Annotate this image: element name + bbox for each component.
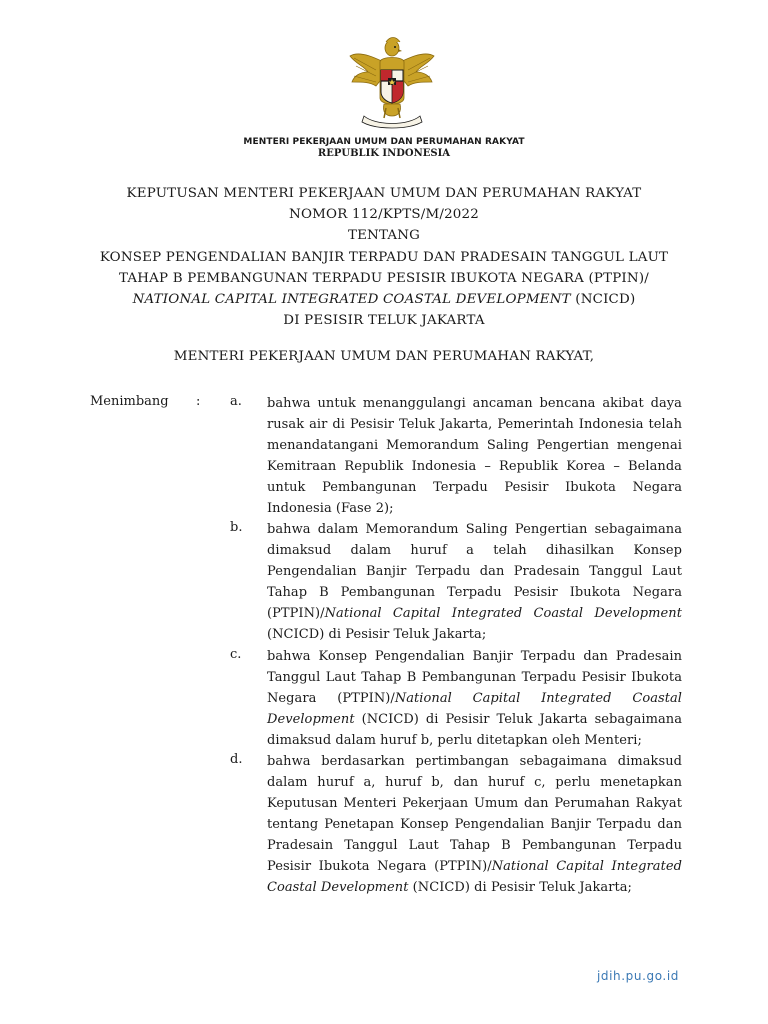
item-text-post: (NCICD) di Pesisir Teluk Jakarta; [267, 626, 487, 642]
consideration-list [230, 394, 682, 900]
title-line-6-italic: NATIONAL CAPITAL INTEGRATED COASTAL DEVELOPMENT [132, 292, 571, 308]
item-text-italic: National Capital Integrated Coastal Development [267, 858, 682, 895]
item-letter: d. [230, 752, 243, 768]
jdih-website-link[interactable]: jdih.pu.go.id [596, 969, 679, 983]
item-text-italic: National Capital Integrated Coastal Development [267, 690, 683, 727]
ministry-name: MENTERI PEKERJAAN UMUM DAN PERUMAHAN RAKYAT [243, 137, 525, 147]
country-name: REPUBLIK INDONESIA [317, 148, 451, 159]
title-line-7: DI PESISIR TELUK JAKARTA [283, 313, 485, 329]
item-text-pre: bahwa Konsep Pengendalian Banjir Terpadu dan Pradesain Tanggul Laut Tahap B Pembangunan Terpadu Pesisir Ibukota Negara (PTPIN)/ [267, 648, 682, 706]
item-text-post: (NCICD) di Pesisir Teluk Jakarta sebagaimana dimaksud dalam huruf b, perlu ditetapkan oleh Menteri; [267, 711, 682, 748]
consideration-item-a [230, 394, 682, 519]
item-text [267, 752, 682, 898]
title-line-2: NOMOR 112/KPTS/M/2022 [289, 207, 479, 223]
title-line-4: KONSEP PENGENDALIAN BANJIR TERPADU DAN PRADESAIN TANGGUL LAUT [99, 249, 669, 265]
title-line-6-rest: (NCICD) [570, 292, 636, 308]
decree-title [60, 183, 708, 331]
menimbang-colon: : [196, 394, 201, 409]
item-text [267, 520, 682, 645]
title-line-6 [60, 289, 708, 310]
consideration-item-b [230, 520, 682, 645]
item-text-italic: National Capital Integrated Coastal Development [324, 606, 682, 622]
minister-heading: MENTERI PEKERJAAN UMUM DAN PERUMAHAN RAKYAT, [173, 349, 595, 364]
item-text [267, 647, 682, 752]
title-line-3: TENTANG [347, 228, 421, 244]
item-letter: b. [230, 520, 243, 536]
consideration-item-c [230, 647, 682, 752]
item-text-pre: bahwa dalam Memorandum Saling Pengertian sebagaimana dimaksud dalam huruf a telah dihasilkan Konsep Pengendalian Banjir Terpadu dan Pradesain Tanggul Laut Tahap B Pembangunan Terpadu Pesisir Ibukota Negara (PTPIN)/ [267, 522, 682, 622]
garuda-pancasila-emblem [346, 36, 438, 132]
item-text-post: (NCICD) di Pesisir Teluk Jakarta; [408, 879, 632, 895]
item-letter: c. [230, 646, 242, 662]
title-line-5: TAHAP B PEMBANGUNAN TERPADU PESISIR IBUKOTA NEGARA (PTPIN)/ [119, 270, 649, 286]
consideration-item-d [230, 752, 682, 898]
item-text-pre: bahwa berdasarkan pertimbangan sebagaimana dimaksud dalam huruf a, huruf b, dan huruf c, perlu menetapkan Keputusan Menteri Pekerjaan Umum dan Perumahan Rakyat tentang Penetapan Konsep Pengendalian Banjir Terpadu dan Pradesain Tanggul Laut Tahap B Pembangunan Terpadu Pesisir Ibukota Negara (PTPIN)/ [267, 754, 682, 874]
item-letter: a. [230, 394, 242, 409]
title-line-1: KEPUTUSAN MENTERI PEKERJAAN UMUM DAN PERUMAHAN RAKYAT [126, 186, 642, 201]
menimbang-label: Menimbang [90, 394, 169, 409]
item-text: bahwa untuk menanggulangi ancaman bencana akibat daya rusak air di Pesisir Teluk Jakarta, Pemerintah Indonesia telah menandatangani Memorandum Saling Pengertian mengenai Kemitraan Republik Indonesia – Republik Korea – Belanda untuk Pembangunan Terpadu Pesisir Ibukota Negara Indonesia (Fase 2); [267, 396, 682, 516]
